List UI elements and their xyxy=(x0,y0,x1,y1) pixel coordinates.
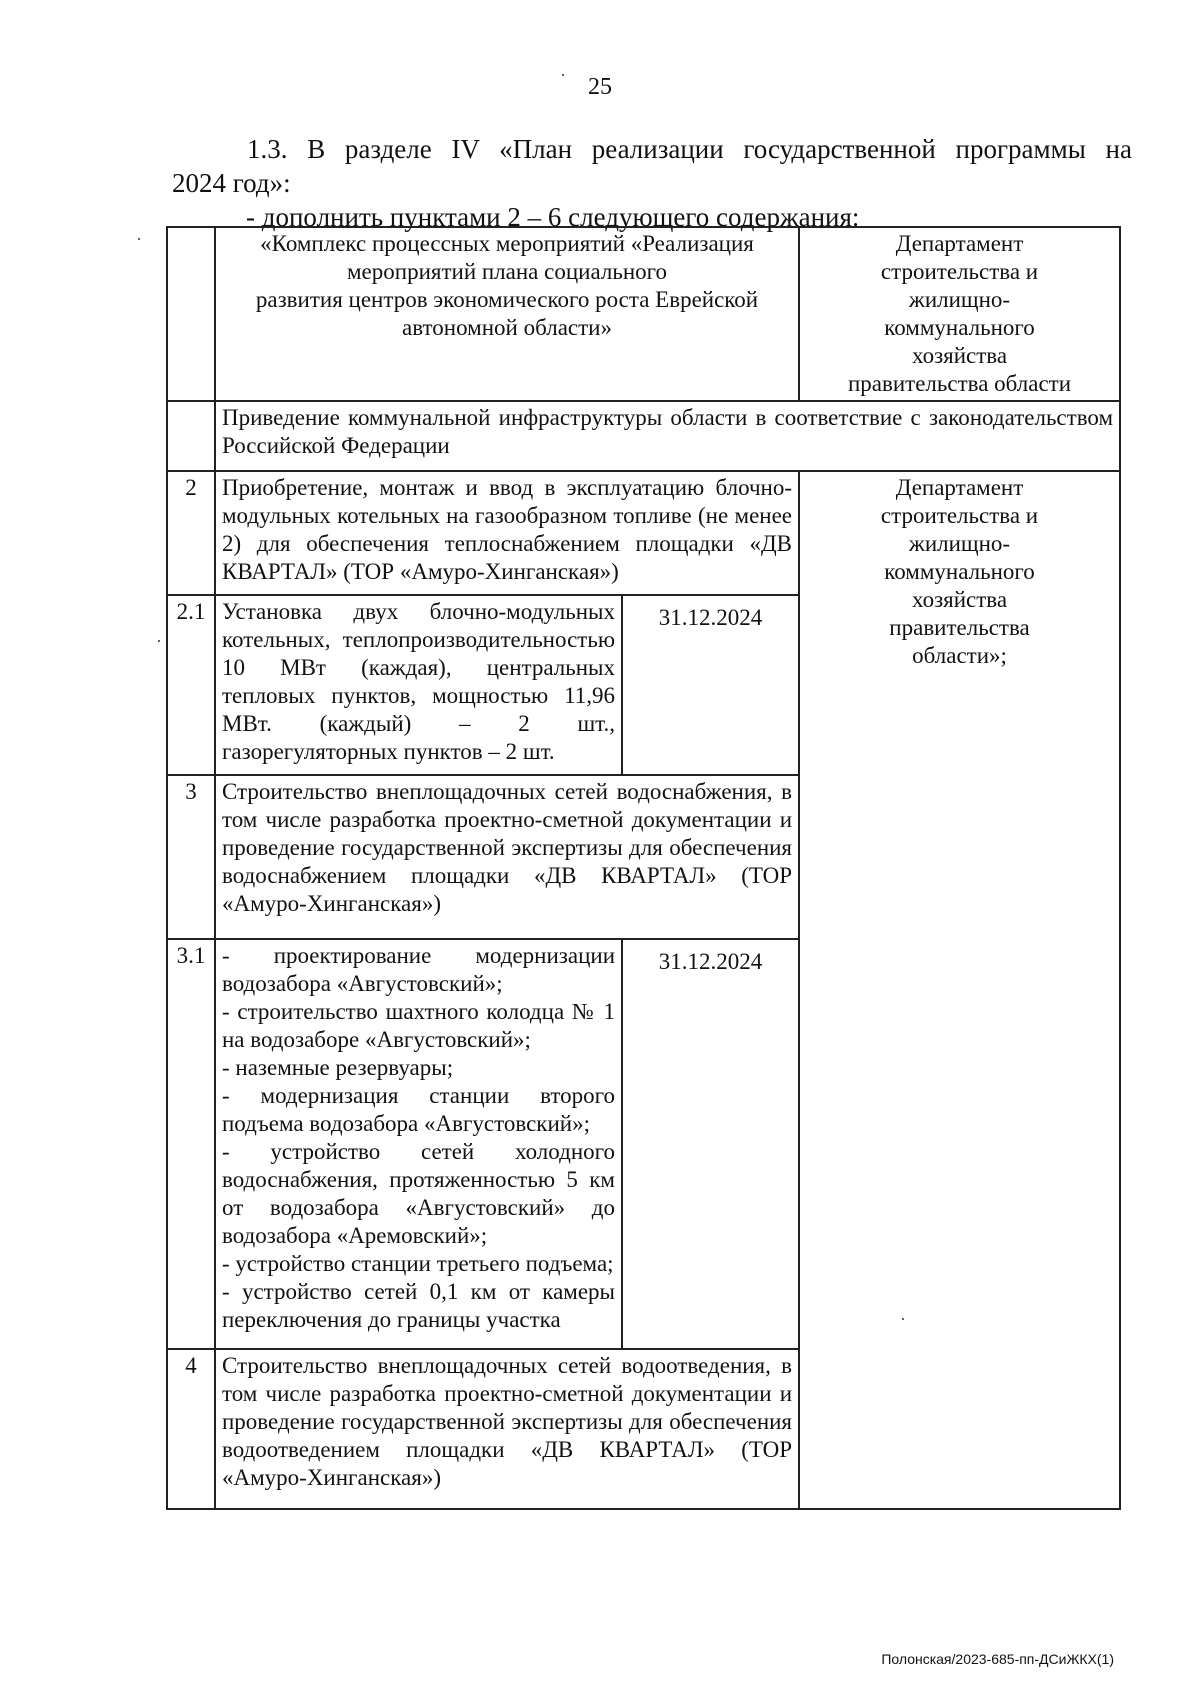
header-department-cell xyxy=(799,227,1120,401)
department-line: коммунального xyxy=(884,315,1035,340)
intro-subpoint: - дополнить пунктами 2 – 6 следующего содержания: xyxy=(246,202,860,232)
responsible-line: Департамент xyxy=(895,475,1024,500)
department-line: хозяйства xyxy=(911,343,1008,368)
row-items-cell xyxy=(215,939,622,1349)
department-line: строительства и xyxy=(880,259,1039,284)
list-item: - проектирование модернизации водозабора «Августовский»; xyxy=(222,943,615,996)
scan-speck xyxy=(158,640,160,642)
table-row xyxy=(167,471,1120,595)
responsible-line: строительства и xyxy=(880,503,1039,528)
complex-title-cell xyxy=(215,227,799,401)
responsible-line: хозяйства xyxy=(911,587,1008,612)
document-reference: Полонская/2023-685-пп-ДСиЖКХ(1) xyxy=(881,1651,1114,1667)
row-number: 2.1 xyxy=(167,595,215,775)
row-number: 3.1 xyxy=(167,939,215,1349)
table-header-row xyxy=(167,227,1120,401)
list-item: - устройство сетей холодного водоснабжения, протяженностью 5 км от водозабора «Августовский» до водозабора «Аремовский»; xyxy=(222,1139,615,1248)
department-line: правительства области xyxy=(847,371,1072,396)
scan-speck xyxy=(902,1318,904,1320)
plan-table xyxy=(166,226,1121,1510)
section-heading-row xyxy=(167,401,1120,471)
row-date: 31.12.2024 xyxy=(622,595,799,775)
complex-title-line: мероприятий плана социального xyxy=(347,259,668,284)
row-text: Строительство внеплощадочных сетей водоснабжения, в том числе разработка проектно-сметной документации и проведение государственной экспертизы для обеспечения водоснабжением площадки «ДВ КВАРТАЛ» (ТОР «Амуро-Хинганская») xyxy=(215,775,799,939)
department-line: Департамент xyxy=(895,231,1024,256)
section-num-cell xyxy=(167,401,215,471)
row-number: 4 xyxy=(167,1349,215,1509)
row-number: 2 xyxy=(167,471,215,595)
row-text: Приобретение, монтаж и ввод в эксплуатацию блочно-модульных котельных на газообразном топливе (не менее 2) для обеспечения теплоснабжением площадки «ДВ КВАРТАЛ» (ТОР «Амуро-Хинганская») xyxy=(215,471,799,595)
responsible-line: коммунального xyxy=(884,559,1035,584)
list-item: - модернизация станции второго подъема водозабора «Августовский»; xyxy=(222,1083,615,1136)
responsible-line: области»; xyxy=(912,643,1007,668)
row-text: Строительство внеплощадочных сетей водоотведения, в том числе разработка проектно-сметной документации и проведение государственной экспертизы для обеспечения водоотведением площадки «ДВ КВАРТАЛ» (ТОР «Амуро-Хинганская») xyxy=(215,1349,799,1509)
row-text: Установка двух блочно-модульных котельных, теплопроизводительностью 10 МВт (каждая), центральных тепловых пунктов, мощностью 11,96 МВт. (каждый) – 2 шт., газорегуляторных пунктов – 2 шт. xyxy=(215,595,622,775)
responsible-line: жилищно- xyxy=(908,531,1011,556)
list-item: - наземные резервуары; xyxy=(222,1055,454,1080)
complex-title-line: автономной области» xyxy=(402,315,612,340)
header-num-cell xyxy=(167,227,215,401)
list-item: - устройство станции третьего подъема; xyxy=(222,1251,614,1276)
scan-speck xyxy=(562,74,564,76)
row-number: 3 xyxy=(167,775,215,939)
section-heading: Приведение коммунальной инфраструктуры области в соответствие с законодательством Российской Федерации xyxy=(215,401,1120,471)
responsible-line: правительства xyxy=(889,615,1030,640)
complex-title-line: развития центров экономического роста Еврейской xyxy=(255,287,759,312)
scan-speck xyxy=(138,238,140,240)
responsible-cell xyxy=(799,471,1120,1509)
list-item: - устройство сетей 0,1 км от камеры переключения до границы участка xyxy=(222,1279,615,1332)
intro-paragraph: 1.3. В разделе IV «План реализации государственной программы на xyxy=(247,134,1132,164)
complex-title-line: «Комплекс процессных мероприятий «Реализация xyxy=(260,231,754,256)
list-item: - строительство шахтного колодца № 1 на водозаборе «Августовский»; xyxy=(222,999,615,1052)
page-number: 25 xyxy=(588,74,612,100)
intro-paragraph-continuation: 2024 год»: xyxy=(172,168,291,198)
row-date: 31.12.2024 xyxy=(622,939,799,1349)
department-line: жилищно- xyxy=(908,287,1011,312)
